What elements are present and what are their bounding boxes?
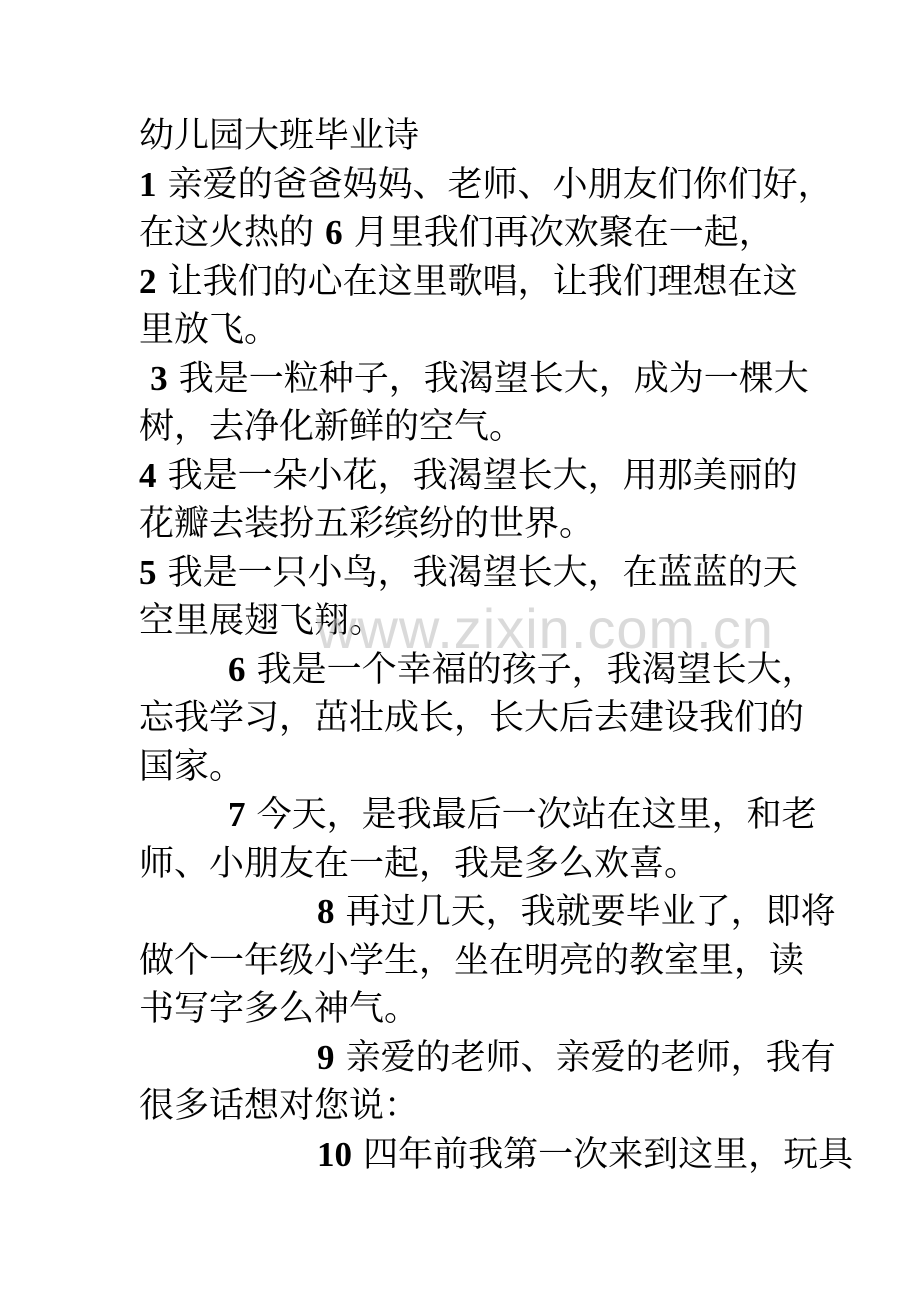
verse-number: 2 <box>139 261 157 301</box>
verse-number: 4 <box>139 455 157 495</box>
verse-number: 3 <box>150 358 168 398</box>
poem-line <box>139 161 833 210</box>
verse-indent <box>139 359 150 399</box>
verse-number: 9 <box>317 1037 335 1077</box>
verse-text: 做个一年级小学生，坐在明亮的教室里，读 <box>139 940 805 981</box>
verse-text: 让我们的心在这里歌唱，让我们理想在这 <box>156 261 798 302</box>
verse-number: 5 <box>139 552 157 592</box>
verse-indent <box>139 650 228 690</box>
verse-text: 很多话想对您说： <box>139 1086 420 1126</box>
poem-line <box>139 888 836 937</box>
verse-number: 8 <box>317 892 335 931</box>
poem-line <box>139 452 798 501</box>
poem-line <box>139 549 798 598</box>
verse-text: 国家。 <box>139 746 245 787</box>
inline-number: 6 <box>325 213 343 252</box>
verse-text: 在这火热的 <box>139 213 326 253</box>
verse-indent <box>139 892 317 932</box>
verse-text: 亲爱的爸爸妈妈、老师、小朋友们你们好， <box>156 164 833 205</box>
verse-indent <box>139 795 228 835</box>
poem-line <box>139 840 789 889</box>
poem-line <box>139 355 809 404</box>
verse-text: 我是一朵小花，我渴望长大，用那美丽的 <box>156 455 798 496</box>
verse-text: 我是一个幸福的孩子，我渴望长大， <box>245 649 817 690</box>
poem-line <box>139 743 789 792</box>
watermark: www.zixin.com.cn <box>316 597 774 660</box>
poem-line <box>139 403 789 452</box>
verse-text: 我是一粒种子，我渴望长大，成为一棵大 <box>167 358 809 399</box>
poem-line <box>139 209 789 258</box>
poem-line <box>139 646 817 695</box>
poem-line <box>139 1082 789 1131</box>
verse-text: 书写字多么神气。 <box>139 989 420 1029</box>
verse-text: 里放飞。 <box>139 310 280 350</box>
poem-line <box>139 258 798 307</box>
poem-line <box>139 1131 854 1180</box>
verse-text: 忘我学习，茁壮成长，长大后去建设我们的 <box>139 698 805 738</box>
verse-indent <box>139 1135 317 1175</box>
verse-text: 再过几天，我就要毕业了，即将 <box>334 892 836 932</box>
poem-line <box>139 306 789 355</box>
verse-number: 10 <box>317 1134 353 1174</box>
verse-text: 四年前我第一次来到这里，玩具 <box>352 1134 854 1175</box>
verse-text: 花瓣去装扮五彩缤纷的世界。 <box>139 504 595 544</box>
verse-text: 亲爱的老师、亲爱的老师，我有 <box>334 1037 836 1078</box>
verse-text: 今天，是我最后一次站在这里，和老 <box>245 795 817 835</box>
verse-text: 空里展翅飞翔。 <box>139 601 385 641</box>
poem-title: 幼儿园大班毕业诗 <box>139 116 420 156</box>
verse-indent <box>139 1038 317 1078</box>
poem-line <box>139 597 789 646</box>
verse-number: 6 <box>228 649 246 689</box>
poem-line <box>139 1034 836 1083</box>
poem-line <box>139 500 789 549</box>
poem-line <box>139 791 817 840</box>
poem-line <box>139 694 805 743</box>
verse-text: 我是一只小鸟，我渴望长大，在蓝蓝的天 <box>156 552 798 593</box>
verse-number: 7 <box>228 795 246 834</box>
verse-text: 月里我们再次欢聚在一起， <box>342 213 774 253</box>
verse-text: 树，去净化新鲜的空气。 <box>139 407 525 447</box>
verse-number: 1 <box>139 164 157 204</box>
poem-body <box>139 112 854 1179</box>
poem-line <box>139 937 805 986</box>
poem-line <box>139 985 789 1034</box>
verse-text: 师、小朋友在一起，我是多么欢喜。 <box>139 843 700 884</box>
